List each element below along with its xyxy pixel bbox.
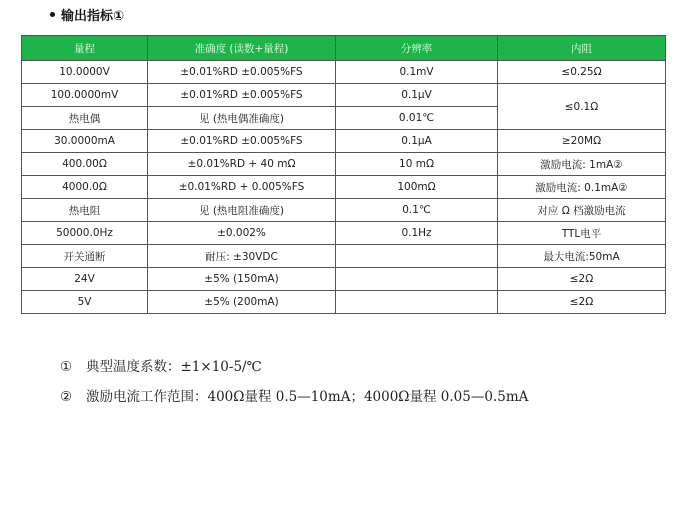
table-cell: ±0.01%RD + 40 mΩ [148,153,336,176]
table-cell [336,291,498,314]
table-cell: 激励电流: 1mA② [498,153,666,176]
table-cell [336,245,498,268]
table-cell: 50000.0Hz [22,222,148,245]
section-heading [50,5,124,24]
table-cell: ±0.01%RD + 0.005%FS [148,176,336,199]
table-header-row [22,36,666,61]
output-spec-table [21,35,666,314]
table-cell: 对应 Ω 档激励电流 [498,199,666,222]
table-row [22,245,666,268]
header-resolution: 分辨率 [336,36,498,61]
table-cell: 100.0000mV [22,84,148,107]
table-cell-merged: ≤0.1Ω [498,84,666,130]
table-cell: 最大电流:50mA [498,245,666,268]
table-row [22,84,666,107]
footnote-2 [60,382,528,412]
footnotes [60,352,528,412]
table-cell: 0.01℃ [336,107,498,130]
table-cell: 100mΩ [336,176,498,199]
table-cell: 10.0000V [22,61,148,84]
table-cell: 0.1℃ [336,199,498,222]
bullet-icon [50,12,55,17]
table-cell: 400.00Ω [22,153,148,176]
table-row [22,222,666,245]
table-cell: ±0.01%RD ±0.005%FS [148,130,336,153]
table-cell: 0.1μV [336,84,498,107]
table-cell: ≤2Ω [498,291,666,314]
header-range: 量程 [22,36,148,61]
table-cell: 见 (热电阻准确度) [148,199,336,222]
table-cell: 0.1mV [336,61,498,84]
table-cell: 0.1μA [336,130,498,153]
table-cell: 24V [22,268,148,291]
table-cell: ≥20MΩ [498,130,666,153]
table-cell: 30.0000mA [22,130,148,153]
table-row [22,268,666,291]
table-cell: ≤0.25Ω [498,61,666,84]
table-cell: 10 mΩ [336,153,498,176]
table-cell: ±0.002% [148,222,336,245]
table-cell: 4000.0Ω [22,176,148,199]
table-cell: ±0.01%RD ±0.005%FS [148,61,336,84]
table-row [22,153,666,176]
table-row [22,176,666,199]
table-cell: 热电阻 [22,199,148,222]
table-cell: TTL电平 [498,222,666,245]
table-cell: ≤2Ω [498,268,666,291]
footnote-marker: ② [60,389,73,405]
header-impedance: 内阻 [498,36,666,61]
table-cell: ±5% (150mA) [148,268,336,291]
table-row [22,199,666,222]
table-cell: 见 (热电偶准确度) [148,107,336,130]
table-cell: ±0.01%RD ±0.005%FS [148,84,336,107]
footnote-marker: ① [60,359,73,375]
table-cell: 0.1Hz [336,222,498,245]
table-row [22,130,666,153]
header-accuracy: 准确度 (读数+量程) [148,36,336,61]
footnote-text: 典型温度系数：±1×10-5/℃ [86,359,262,375]
section-title: 输出指标① [61,9,125,24]
table-cell: 开关通断 [22,245,148,268]
table-row [22,291,666,314]
table-cell: 5V [22,291,148,314]
table-cell: 激励电流: 0.1mA② [498,176,666,199]
table-cell [336,268,498,291]
table-row [22,61,666,84]
footnote-1 [60,352,528,382]
footnote-text: 激励电流工作范围：400Ω量程 0.5—10mA；4000Ω量程 0.05—0.5mA [86,389,529,405]
table-cell: 耐压: ±30VDC [148,245,336,268]
table-cell: ±5% (200mA) [148,291,336,314]
table-cell: 热电偶 [22,107,148,130]
